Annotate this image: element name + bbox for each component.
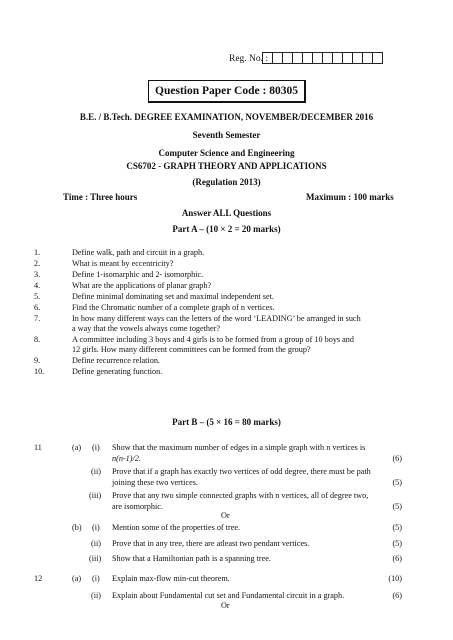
semester: Seventh Semester <box>192 130 261 140</box>
part-a-question-number: 5. <box>34 292 41 301</box>
part-a-question-number: 1. <box>34 248 41 257</box>
sub-question-text: Explain about Fundamental cut set and Fundamental circuit in a graph. <box>112 590 345 600</box>
part-a-question-text: Define walk, path and circuit in a graph. <box>72 248 205 257</box>
q11-number: 11 <box>34 443 42 452</box>
q12-a-label: (a) <box>72 574 82 583</box>
part-a-question-text: What are the applications of planar graph? <box>72 281 212 290</box>
sub-question-roman: (iii) <box>89 554 102 563</box>
exam-title: B.E. / B.Tech. DEGREE EXAMINATION, NOVEMBER/DECEMBER 2016 <box>79 112 374 122</box>
part-a-question-text: Define 1-isomarphic and 2- isomorphic. <box>72 270 204 279</box>
part-a-question-number: 8. <box>34 335 41 344</box>
sub-question-roman: (iii) <box>89 491 102 500</box>
q11-b-label: (b) <box>72 523 82 532</box>
q11-or: Or <box>221 511 230 520</box>
part-a-question-number: 2. <box>34 259 41 268</box>
sub-question-text: Show that the maximum number of edges in a simple graph with n vertices is <box>112 443 366 452</box>
regulation: (Regulation 2013) <box>192 177 261 187</box>
part-a-question-number: 6. <box>34 303 41 312</box>
sub-question-text: Prove that any two simple connected graphs with n vertices, all of degree two, <box>112 491 369 500</box>
part-a-question-text: 12 girls. How many different committees can be formed from the group? <box>72 345 311 354</box>
part-a-title: Part A – (10 × 2 = 20 marks) <box>172 224 281 234</box>
question-paper-code: Question Paper Code : 80305 <box>148 80 306 103</box>
part-a-question-text: Define minimal dominating set and maximal independent set. <box>72 292 274 301</box>
reg-no-label: Reg. No. : <box>229 54 269 64</box>
sub-question-marks: (5) <box>392 477 402 487</box>
part-a-question-text: a way that the vowels always come together? <box>72 324 221 333</box>
sub-question-marks: (6) <box>392 554 402 563</box>
part-a-question-text: Find the Chromatic number of a complete graph of n vertices. <box>72 303 275 312</box>
sub-question-text: Explain max-flow min-cut theorem. <box>112 574 230 583</box>
sub-question-roman: (i) <box>92 523 100 532</box>
part-a-question-number: 10. <box>34 367 45 376</box>
time-label: Time : Three hours <box>63 192 138 202</box>
part-a-question-number: 9. <box>34 356 41 365</box>
part-a-question-text: Define recurrence relation. <box>72 356 160 365</box>
part-a-question-text: What is meant by eccentricity? <box>72 259 174 268</box>
sub-question-roman: (i) <box>92 574 100 583</box>
sub-question-marks: (6) <box>392 590 402 600</box>
part-a-question-text: Define generating function. <box>72 367 163 376</box>
part-a-question-number: 4. <box>34 281 41 290</box>
reg-no-box <box>372 52 383 64</box>
sub-question-marks: (5) <box>392 538 402 548</box>
part-a-question-number: 3. <box>34 270 41 279</box>
sub-question-roman: (ii) <box>91 590 102 600</box>
q12-number: 12 <box>34 574 43 583</box>
sub-question-marks: (6) <box>392 453 402 463</box>
part-a-question-text: A committee including 3 boys and 4 girls is to be formed from a group of 10 boys and <box>72 335 354 344</box>
sub-question-marks: (5) <box>392 523 402 532</box>
sub-question-text: joining these two vertices. <box>112 477 198 487</box>
sub-question-text: Prove that in any tree, there are atleast two pendant vertices. <box>112 538 310 548</box>
sub-question-marks: (10) <box>388 574 402 583</box>
sub-question-roman: (i) <box>92 443 100 452</box>
q11-a-label: (a) <box>72 443 82 452</box>
part-a-question-text: In how many different ways can the letters of the word ‘LEADING’ be arranged in such <box>72 314 361 323</box>
sub-question-text: Prove that if a graph has exactly two vertices of odd degree, there must be path <box>112 467 371 476</box>
sub-question-text: Show that a Hamiltonian path is a spanning tree. <box>112 554 271 563</box>
sub-question-text: Mention some of the properties of tree. <box>112 523 241 532</box>
sub-question-text: are isomorphic. <box>112 501 163 511</box>
department: Computer Science and Engineering <box>158 148 295 158</box>
q12-or: Or <box>221 601 230 610</box>
sub-question-roman: (ii) <box>91 538 102 548</box>
sub-question-roman: (ii) <box>91 467 102 476</box>
answer-all: Answer ALL Questions <box>181 208 272 218</box>
maximum-marks: Maximum : 100 marks <box>306 192 394 202</box>
part-b-title: Part B – (5 × 16 = 80 marks) <box>172 417 281 427</box>
reg-no-boxes <box>263 52 383 64</box>
part-a-question-number: 7. <box>34 314 41 323</box>
course-title: CS6702 - GRAPH THEORY AND APPLICATIONS <box>126 161 327 171</box>
sub-question-marks: (5) <box>392 501 402 511</box>
sub-question-text: n(n-1)/2. <box>112 453 141 463</box>
